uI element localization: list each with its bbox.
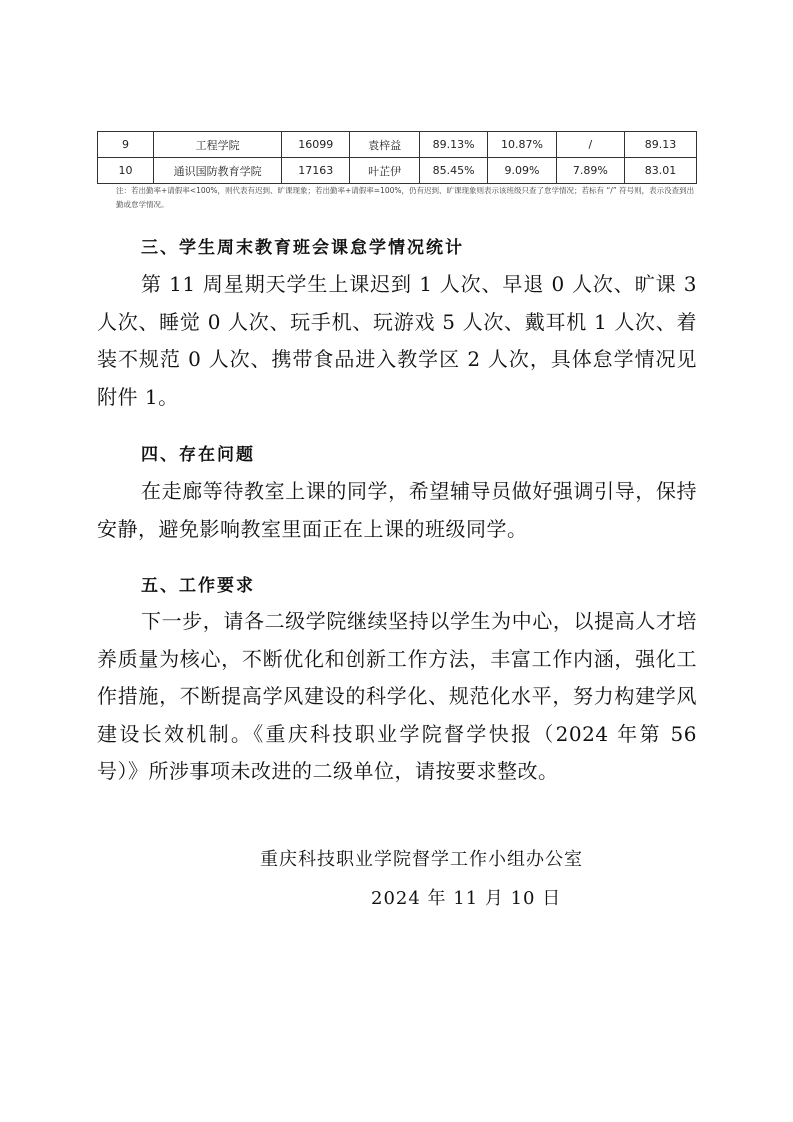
table-cell-leave-rate: 9.09% [488, 158, 556, 184]
signature-office: 重庆科技职业学院督学工作小组办公室 [260, 849, 583, 870]
section-heading-weekend-class: 三、学生周末教育班会课怠学情况统计 [141, 238, 464, 258]
signature-date: 2024 年 11 月 10 日 [371, 888, 562, 909]
table-row [98, 132, 697, 158]
table-cell-score: 83.01 [624, 158, 696, 184]
table-cell-attendance-rate: 85.45% [419, 158, 487, 184]
table-cell-attendance-rate: 89.13% [419, 132, 487, 158]
table-cell-class: 16099 [282, 132, 350, 158]
section-heading-requirements: 五、工作要求 [141, 576, 255, 596]
table-cell-idle-rate: 7.89% [556, 158, 624, 184]
table-cell-index: 9 [98, 132, 154, 158]
section-paragraph-requirements: 下一步，请各二级学院继续坚持以学生为中心，以提高人才培养质量为核心，不断优化和创新工作方法，丰富工作内涵，强化工作措施，不断提高学风建设的科学化、规范化水平，努力构建学风建设长效机制。《重庆科技职业学院督学快报（2024 年第 56 号）》所涉事项未改进的二级单位，请按要求整改。 [97, 609, 697, 783]
table-cell-class: 17163 [282, 158, 350, 184]
table-cell-counselor: 叶芷伊 [350, 158, 420, 184]
table-cell-score: 89.13 [624, 132, 696, 158]
table-note: 注：若出勤率+请假率<100%，则代表有迟到、旷课现象；若出勤率+请假率=100%，仍有迟到、旷课现象则表示该班级只查了怠学情况；若标有 “/” 符号则，表示没查到出勤或怠学情况。 [116, 186, 695, 209]
table-cell-college: 通识国防教育学院 [154, 158, 282, 184]
table-cell-leave-rate: 10.87% [488, 132, 556, 158]
section-heading-problems: 四、存在问题 [141, 445, 255, 465]
table-row [98, 158, 697, 184]
table-cell-counselor: 袁梓益 [350, 132, 420, 158]
table-cell-index: 10 [98, 158, 154, 184]
table-cell-idle-rate: / [556, 132, 624, 158]
attendance-table [97, 131, 697, 184]
table-cell-college: 工程学院 [154, 132, 282, 158]
section-paragraph-weekend-class: 第 11 周星期天学生上课迟到 1 人次、早退 0 人次、旷课 3 人次、睡觉 0 人次、玩手机、玩游戏 5 人次、戴耳机 1 人次、着装不规范 0 人次、携带食品进入教学区 2 人次，具体怠学情况见附件 1。 [97, 272, 697, 409]
section-paragraph-problems: 在走廊等待教室上课的同学，希望辅导员做好强调引导，保持安静，避免影响教室里面正在上课的班级同学。 [97, 479, 697, 541]
